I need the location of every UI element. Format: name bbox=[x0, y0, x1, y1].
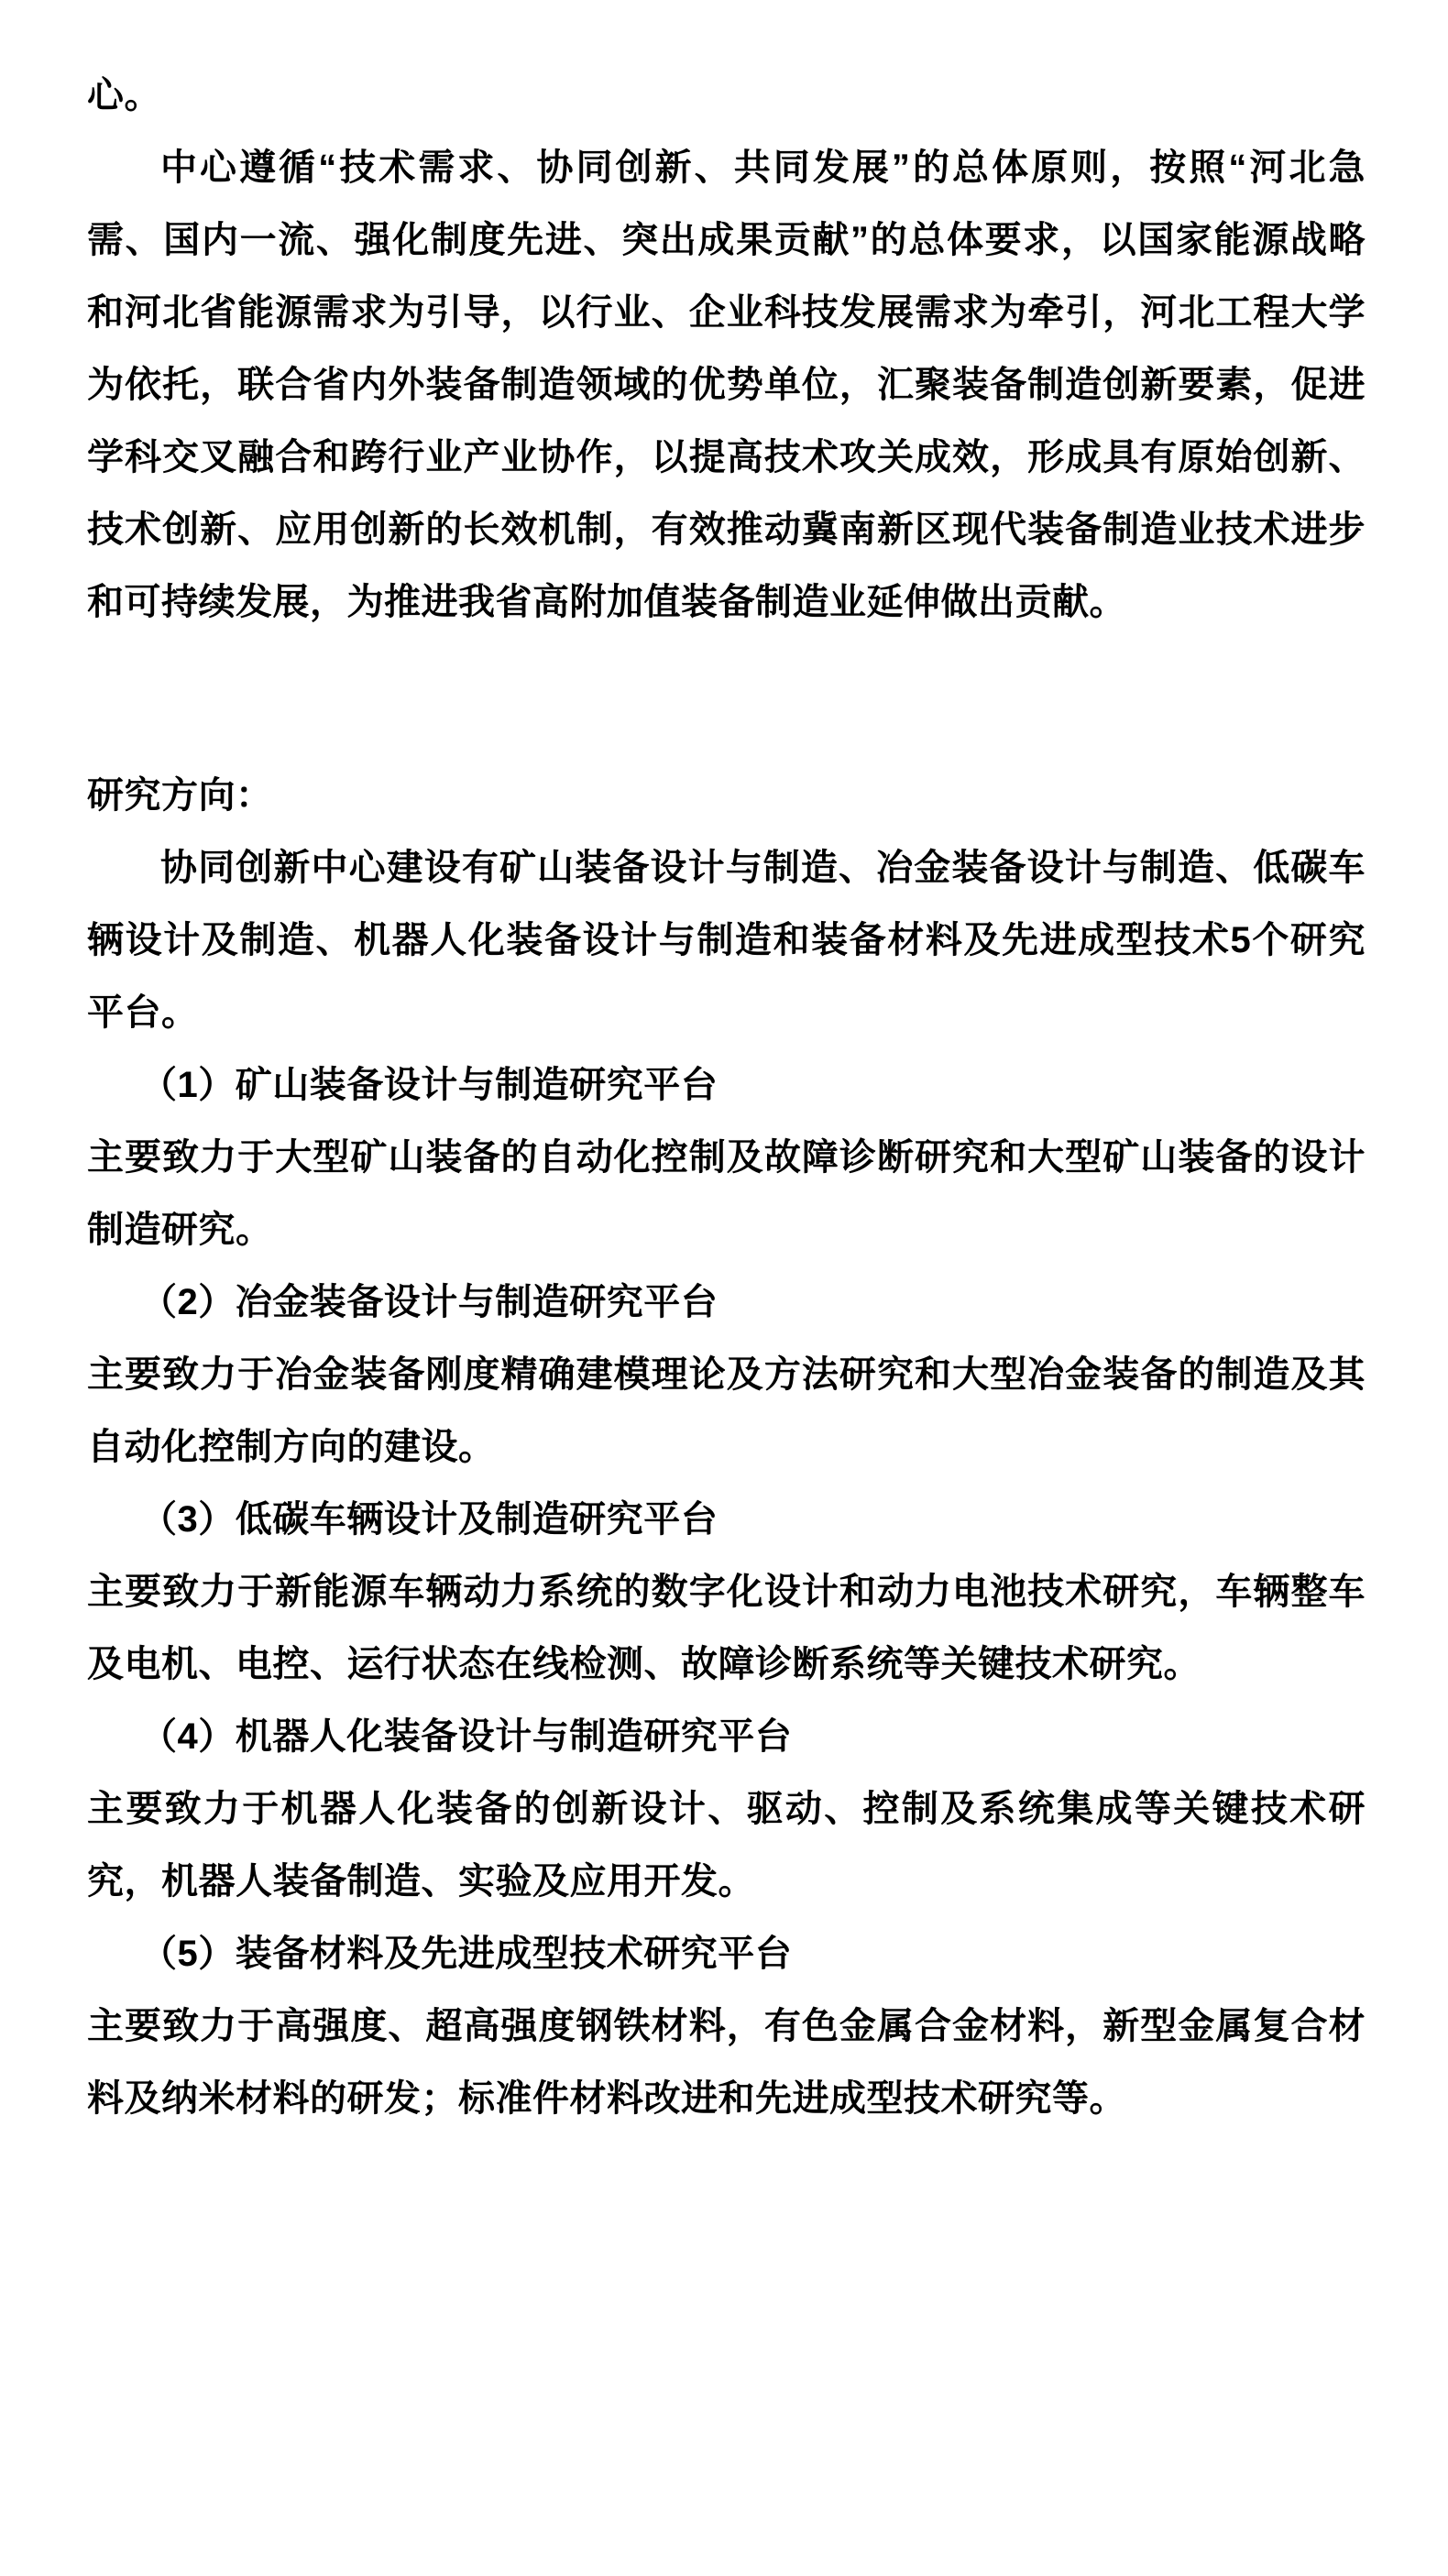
platform-1-description: 主要致力于大型矿山装备的自动化控制及故障诊断研究和大型矿山装备的设计制造研究。 bbox=[87, 1137, 1366, 1250]
platform-overview-paragraph: 协同创新中心建设有矿山装备设计与制造、冶金装备设计与制造、低碳车辆设计及制造、机器人化装备设计与制造和装备材料及先进成型技术5个研究平台。 bbox=[87, 848, 1366, 1033]
platform-5-description: 主要致力于高强度、超高强度钢铁材料，有色金属合金材料，新型金属复合材料及纳米材料的研发；标准件材料改进和先进成型技术研究等。 bbox=[87, 2006, 1366, 2119]
platform-4-title: （4）机器人化装备设计与制造研究平台 bbox=[140, 1716, 793, 1757]
platform-5-title: （5）装备材料及先进成型技术研究平台 bbox=[140, 1934, 793, 1974]
platform-1-title: （1）矿山装备设计与制造研究平台 bbox=[140, 1065, 719, 1105]
intro-paragraph: 中心遵循“技术需求、协同创新、共同发展”的总体原则，按照“河北急需、国内一流、强化制度先进、突出成果贡献”的总体要求，以国家能源战略和河北省能源需求为引导，以行业、企业科技发展需求为牵引，河北工程大学为依托，联合省内外装备制造领域的优势单位，汇聚装备制造创新要素，促进学科交叉融合和跨行业产业协作，以提高技术攻关成效，形成具有原始创新、技术创新、应用创新的长效机制，有效推动冀南新区现代装备制造业技术进步和可持续发展，为推进我省高附加值装备制造业延伸做出贡献。 bbox=[87, 148, 1366, 622]
platform-3-description: 主要致力于新能源车辆动力系统的数字化设计和动力电池技术研究，车辆整车及电机、电控、运行状态在线检测、故障诊断系统等关键技术研究。 bbox=[87, 1572, 1366, 1684]
paragraph-continuation: 心。 bbox=[87, 75, 161, 115]
platform-4-description: 主要致力于机器人化装备的创新设计、驱动、控制及系统集成等关键技术研究，机器人装备制造、实验及应用开发。 bbox=[87, 1789, 1366, 1902]
platform-2-description: 主要致力于冶金装备刚度精确建模理论及方法研究和大型冶金装备的制造及其自动化控制方向的建设。 bbox=[87, 1354, 1366, 1467]
platform-3-title: （3）低碳车辆设计及制造研究平台 bbox=[140, 1499, 719, 1540]
research-directions-heading: 研究方向： bbox=[87, 775, 273, 816]
blank-line-spacer bbox=[87, 639, 1366, 760]
platform-2-title: （2）冶金装备设计与制造研究平台 bbox=[140, 1282, 719, 1322]
